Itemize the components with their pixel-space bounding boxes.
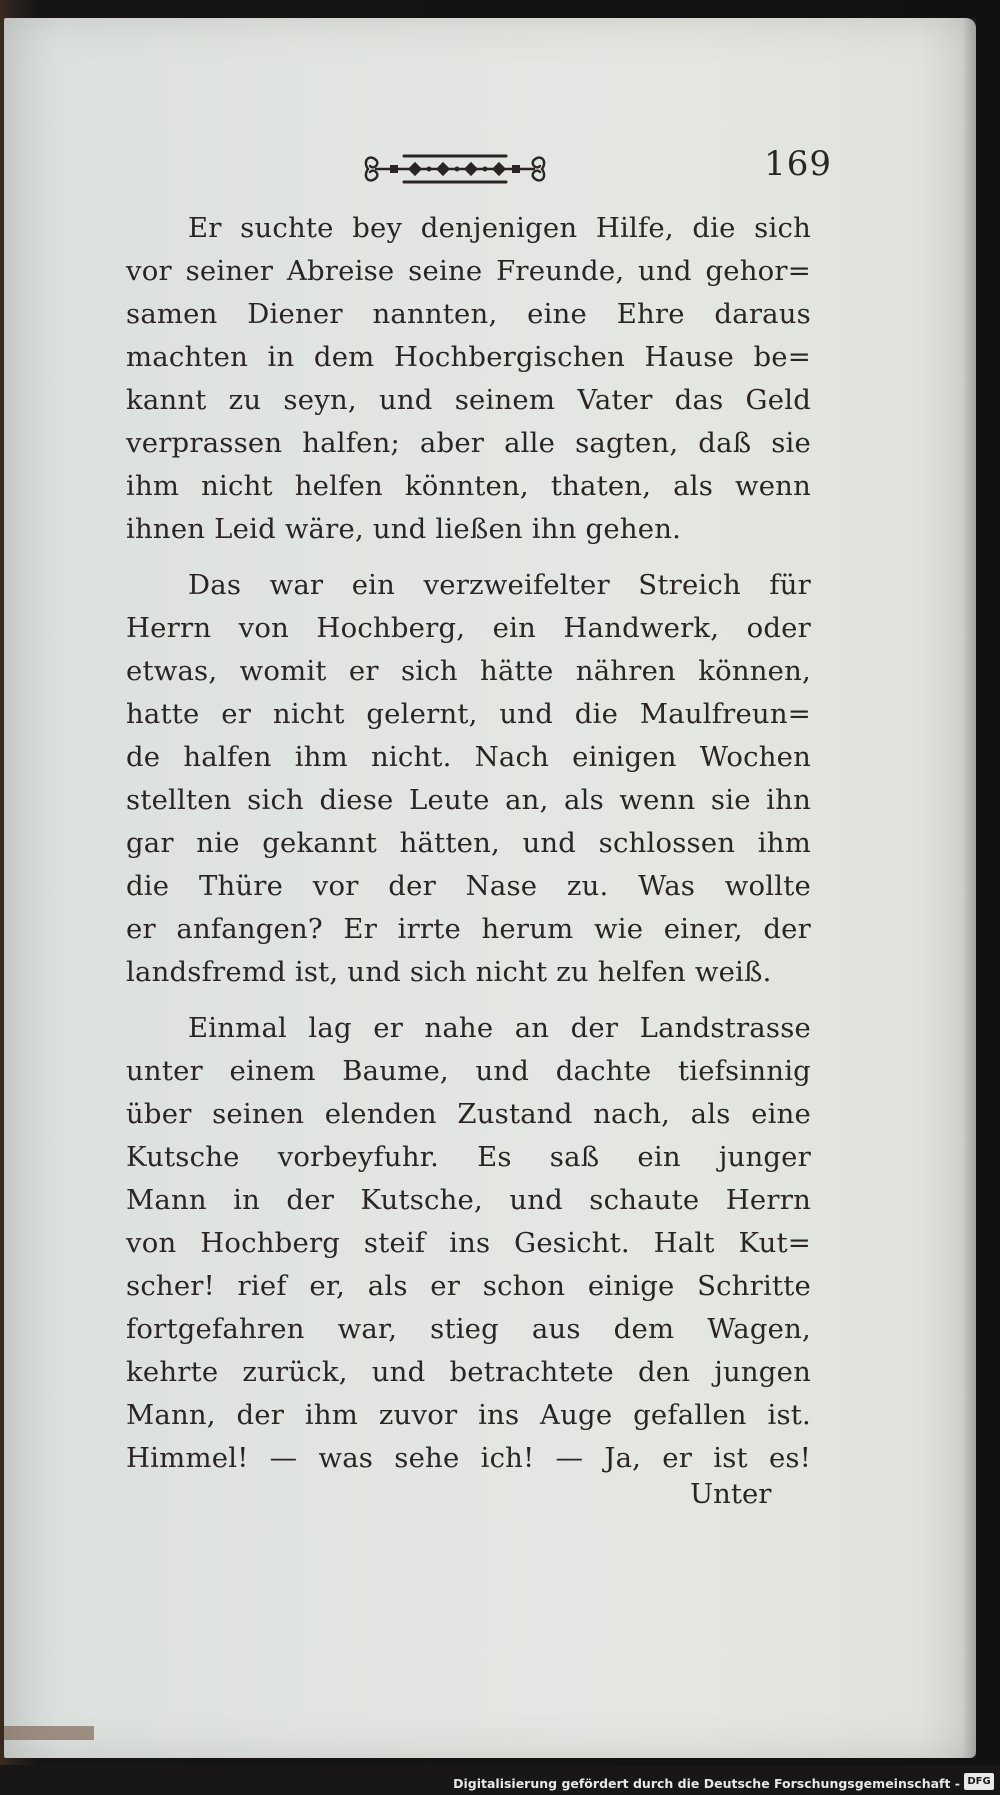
text-line: kehrte zurück, und betrachtete den jungen bbox=[126, 1356, 811, 1388]
text-line: stellten sich diese Leute an, als wenn sie ihn bbox=[126, 784, 811, 816]
text-line: samen Diener nannten, eine Ehre daraus bbox=[126, 298, 811, 330]
text-line: Kutsche vorbeyfuhr. Es saß ein junger bbox=[126, 1141, 811, 1173]
catchword: Unter bbox=[690, 1478, 772, 1510]
text-line: verprassen halfen; aber alle sagten, daß sie bbox=[126, 427, 811, 459]
text-line: etwas, womit er sich hätte nähren können, bbox=[126, 655, 811, 687]
text-line: unter einem Baume, und dachte tiefsinnig bbox=[126, 1055, 811, 1087]
text-line: Einmal lag er nahe an der Landstrasse bbox=[188, 1012, 811, 1044]
text-line: die Thüre vor der Nase zu. Was wollte bbox=[126, 870, 811, 902]
text-line: machten in dem Hochbergischen Hause be= bbox=[126, 341, 811, 373]
text-line: ihnen Leid wäre, und ließen ihn gehen. bbox=[126, 513, 682, 545]
page-header bbox=[360, 144, 832, 192]
text-line: hatte er nicht gelernt, und die Maulfreun= bbox=[126, 698, 811, 730]
paragraph-gap bbox=[126, 994, 811, 1007]
funding-credit: Digitalisierung gefördert durch die Deutsche Forschungsgemeinschaft - bbox=[453, 1776, 960, 1791]
body-text bbox=[126, 207, 811, 1480]
text-line: Er suchte bey denjenigen Hilfe, die sich bbox=[188, 212, 811, 244]
text-line: er anfangen? Er irrte herum wie einer, der bbox=[126, 913, 811, 945]
text-line: Mann, der ihm zuvor ins Auge gefallen ist. bbox=[126, 1399, 811, 1431]
binding-mark bbox=[4, 1726, 94, 1740]
text-line: fortgefahren war, stieg aus dem Wagen, bbox=[126, 1313, 811, 1345]
paragraph-gap bbox=[126, 551, 811, 564]
page-edge bbox=[962, 18, 976, 1758]
text-line: scher! rief er, als er schon einige Schritte bbox=[126, 1270, 811, 1302]
digitization-footer bbox=[0, 1765, 1000, 1795]
dfg-logo: DFG bbox=[964, 1773, 994, 1790]
page-number: 169 bbox=[764, 144, 832, 184]
paragraph bbox=[126, 1007, 811, 1480]
text-line: über seinen elenden Zustand nach, als eine bbox=[126, 1098, 811, 1130]
text-line: Das war ein verzweifelter Streich für bbox=[188, 569, 811, 601]
text-line: von Hochberg steif ins Gesicht. Halt Kut= bbox=[126, 1227, 811, 1259]
paragraph bbox=[126, 207, 811, 551]
text-line: vor seiner Abreise seine Freunde, und gehor= bbox=[126, 255, 811, 287]
text-line: gar nie gekannt hätten, und schlossen ihm bbox=[126, 827, 811, 859]
text-line: landsfremd ist, und sich nicht zu helfen weiß. bbox=[126, 956, 772, 988]
text-line: Himmel! — was sehe ich! — Ja, er ist es! bbox=[126, 1442, 811, 1474]
text-line: kannt zu seyn, und seinem Vater das Geld bbox=[126, 384, 811, 416]
text-line: de halfen ihm nicht. Nach einigen Wochen bbox=[126, 741, 811, 773]
text-line: ihm nicht helfen könnten, thaten, als wenn bbox=[126, 470, 811, 502]
text-line: Mann in der Kutsche, und schaute Herrn bbox=[126, 1184, 811, 1216]
text-line: Herrn von Hochberg, ein Handwerk, oder bbox=[126, 612, 811, 644]
ornament-icon bbox=[360, 148, 550, 190]
paragraph bbox=[126, 564, 811, 994]
